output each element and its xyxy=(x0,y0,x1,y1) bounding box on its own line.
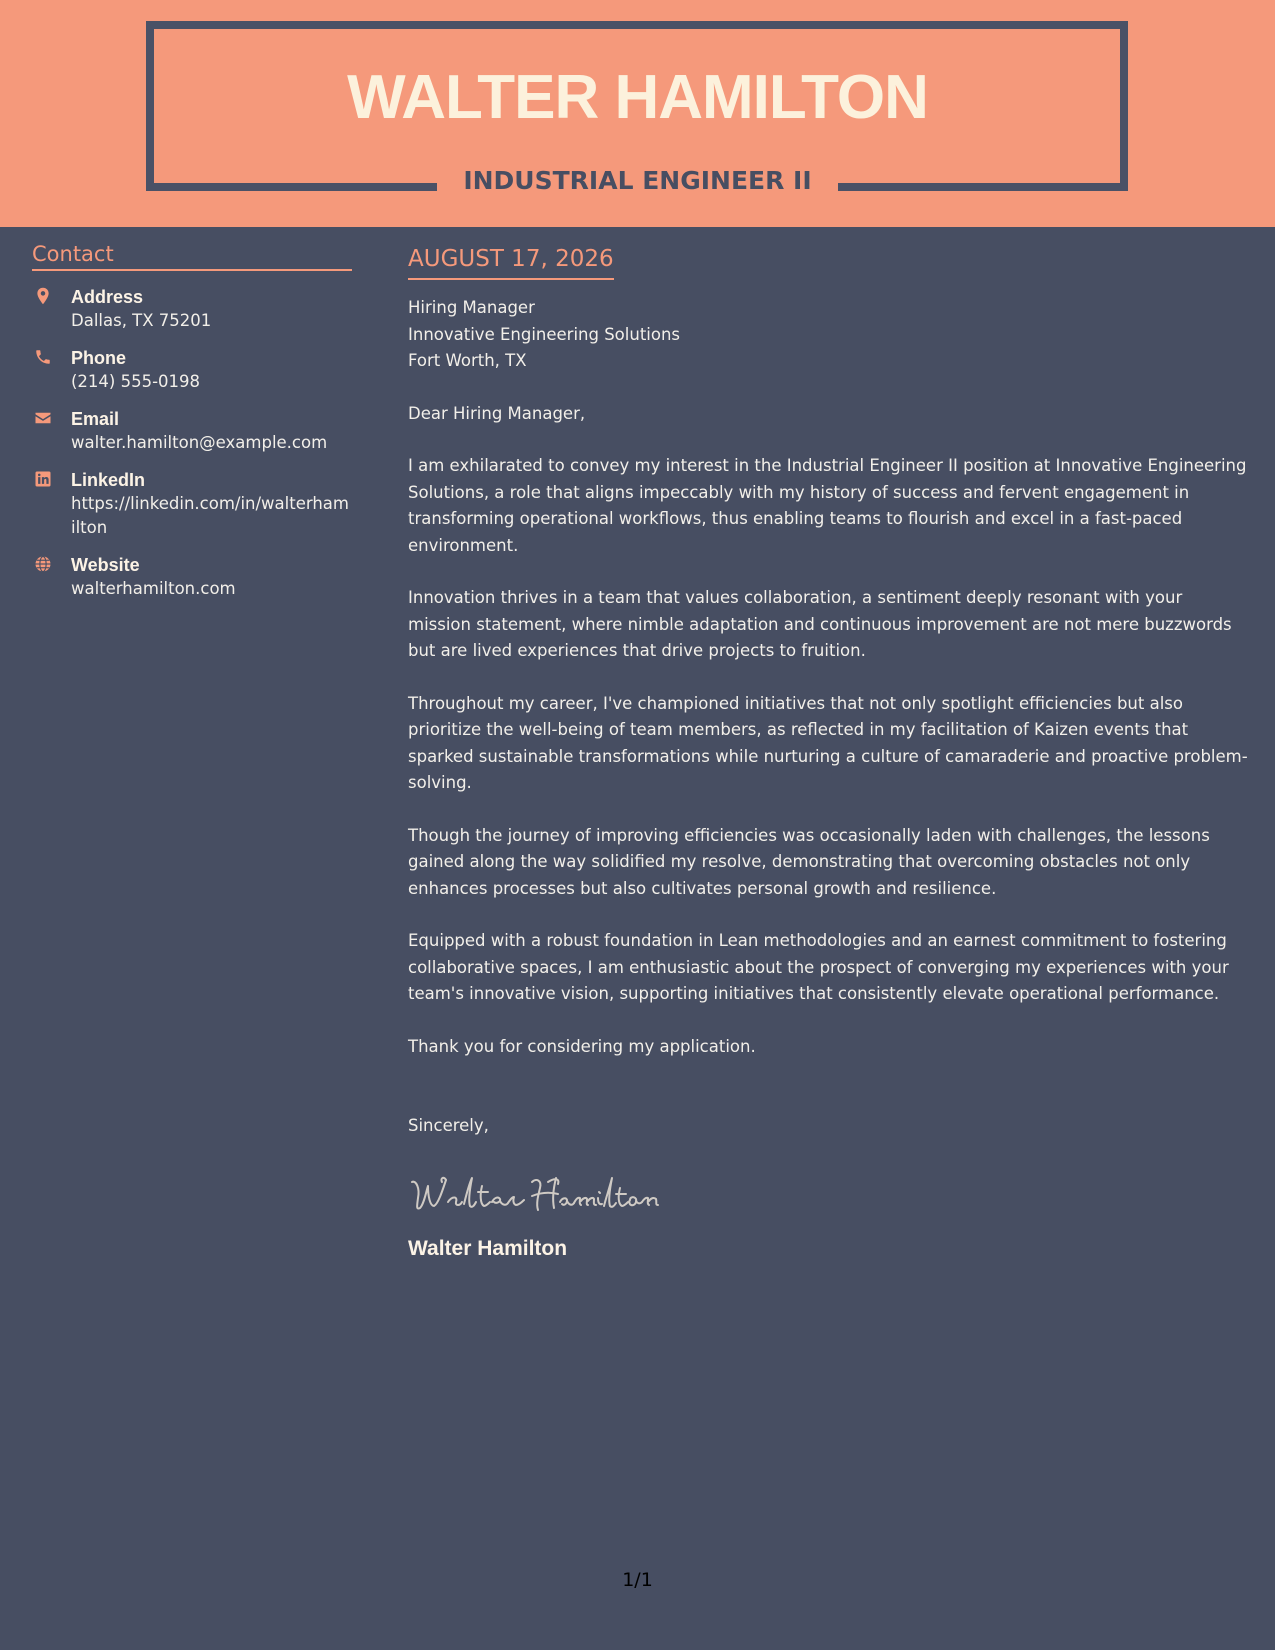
contact-label: LinkedIn xyxy=(71,470,146,490)
page-number: 1/1 xyxy=(622,1569,653,1591)
linkedin-icon xyxy=(34,470,52,488)
contact-label: Website xyxy=(71,555,140,575)
letter-paragraph: Equipped with a robust foundation in Lean methodologies and an earnest commitment to fostering collaborative spaces, I am enthusiastic about the prospect of converging my experiences with your team's innovative vision, supporting initiatives that consistently elevate operational performance. xyxy=(408,931,1229,1003)
globe-icon xyxy=(34,555,52,573)
letter-paragraph: I am exhilarated to convey my interest in the Industrial Engineer II position at Innovative Engineering Solutions, a role that aligns impeccably with my history of success and fervent engagement in transforming operational workflows, thus enabling teams to flourish and excel in a fast-paced environment. xyxy=(408,456,1247,555)
contact-value[interactable]: walterhamilton.com xyxy=(71,579,236,598)
recipient-line: Innovative Engineering Solutions xyxy=(408,324,681,344)
contact-value: Dallas, TX 75201 xyxy=(71,311,212,330)
header-banner xyxy=(0,0,1275,227)
closing: Sincerely, xyxy=(408,1116,489,1135)
contact-label: Email xyxy=(71,409,120,429)
envelope-icon xyxy=(34,409,52,427)
contact-value: walter.hamilton@example.com xyxy=(71,433,328,452)
letter-paragraph: Thank you for considering my application. xyxy=(408,1036,756,1056)
map-pin-icon xyxy=(34,287,52,305)
contact-label: Phone xyxy=(71,348,127,368)
contact-item-address xyxy=(32,285,352,333)
contact-item-linkedin xyxy=(32,468,352,540)
contact-item-website xyxy=(32,553,352,601)
letter-paragraph: Though the journey of improving efficiencies was occasionally laden with challenges, the lessons gained along the way solidified my resolve, demonstrating that overcoming obstacles not only enhances processes but also cultivates personal growth and resilience. xyxy=(408,825,1210,898)
signer-name: Walter Hamilton xyxy=(408,1236,568,1260)
contact-value[interactable]: https://linkedin.com/in/walterhamilton xyxy=(71,494,349,537)
letter-date: AUGUST 17, 2026 xyxy=(408,244,614,280)
letter-body xyxy=(408,244,1248,1262)
contact-sidebar xyxy=(32,242,352,614)
recipient-line: Hiring Manager xyxy=(408,298,535,317)
handwritten-signature xyxy=(408,1168,1248,1216)
phone-icon xyxy=(34,348,52,366)
contact-value: (214) 555-0198 xyxy=(71,372,201,391)
letter-paragraph: Throughout my career, I've championed initiatives that not only spotlight efficiencies but also prioritize the well-being of team members, as reflected in my facilitation of Kaizen events that sparked sustainable transformations while nurturing a culture of camaraderie and proactive problem-solving. xyxy=(408,693,1248,792)
contact-heading: Contact xyxy=(32,242,352,271)
contact-item-phone xyxy=(32,346,352,394)
job-title: INDUSTRIAL ENGINEER II xyxy=(463,166,812,195)
applicant-name: WALTER HAMILTON xyxy=(347,63,928,132)
salutation: Dear Hiring Manager, xyxy=(408,403,586,423)
recipient-line: Fort Worth, TX xyxy=(408,351,527,370)
contact-item-email xyxy=(32,407,352,455)
letter-paragraph: Innovation thrives in a team that values collaboration, a sentiment deeply resonant with your mission statement, where nimble adaptation and continuous improvement are not mere buzzwords but are lived experiences that drive projects to fruition. xyxy=(408,588,1232,660)
recipient-block xyxy=(408,295,1248,375)
contact-label: Address xyxy=(71,287,144,307)
